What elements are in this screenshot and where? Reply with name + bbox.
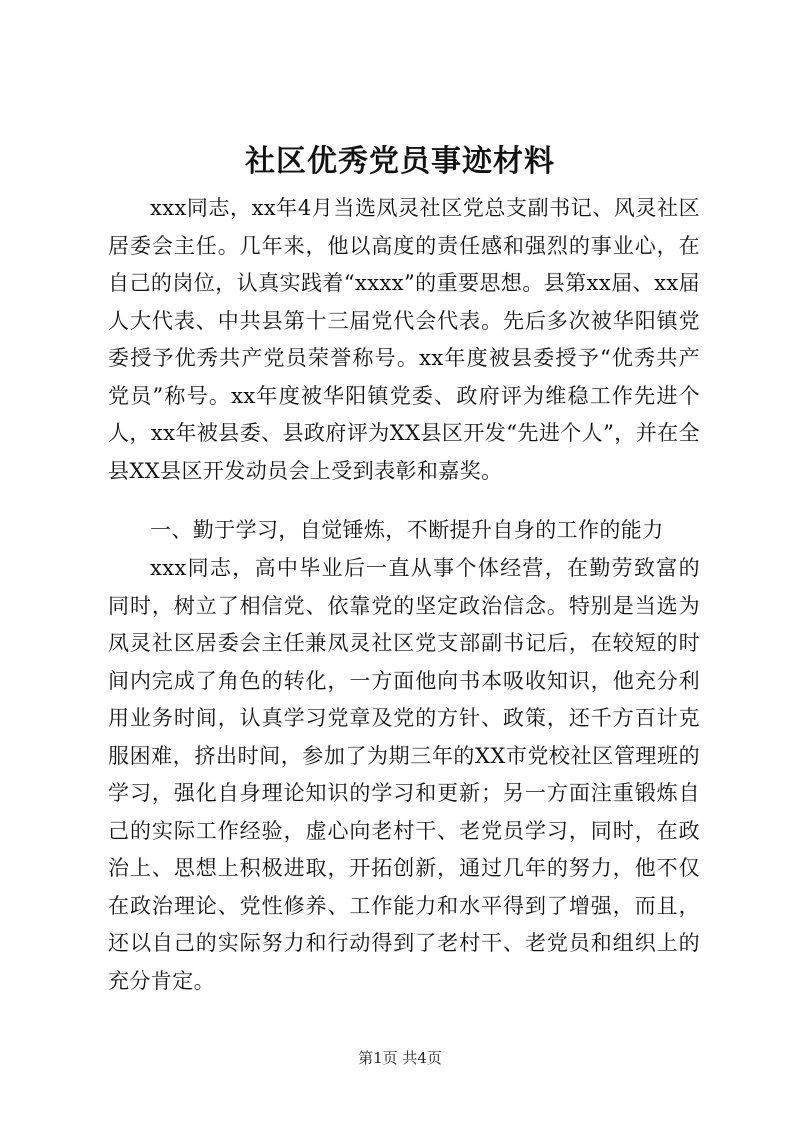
document-title: 社区优秀党员事迹材料 xyxy=(245,144,555,179)
page-number-footer: 第1页 共4页 xyxy=(358,1049,442,1067)
paragraph-intro: xxx同志，xx年4月当选凤灵社区党总支副书记、风灵社区居委会主任。几年来，他以高度的责任感和强烈的事业心，在自己的岗位，认真实践着“xxxx”的重要思想。县第xx届、xx届人大代表、中共县第十三届党代会代表。先后多次被华阳镇党委授予优秀共产党员荣誉称号。xx年度被县委授予“优秀共产党员”称号。xx年度被华阳镇党委、政府评为维稳工作先进个人，xx年被县委、县政府评为XX县区开发“先进个人”，并在全县XX县区开发动员会上受到表彰和嘉奖。 xyxy=(108,196,700,483)
section-heading-1: 一、勤于学习，自觉锤炼，不断提升自身的工作的能力 xyxy=(150,518,664,542)
paragraph-study: xxx同志，高中毕业后一直从事个体经营，在勤劳致富的同时，树立了相信党、依靠党的坚定政治信念。特别是当选为凤灵社区居委会主任兼凤灵社区党支部副书记后，在较短的时间内完成了角色的转化，一方面他向书本吸收知识，他充分利用业务时间，认真学习党章及党的方针、政策，还千方百计克服困难，挤出时间，参加了为期三年的XX市党校社区管理班的学习，强化自身理论知识的学习和更新；另一方面注重锻炼自己的实际工作经验，虚心向老村干、老党员学习，同时，在政治上、思想上积极进取，开拓创新，通过几年的努力，他不仅在政治理论、党性修养、工作能力和水平得到了增强，而且，还以自己的实际努力和行动得到了老村干、老党员和组织上的充分肯定。 xyxy=(108,556,700,993)
